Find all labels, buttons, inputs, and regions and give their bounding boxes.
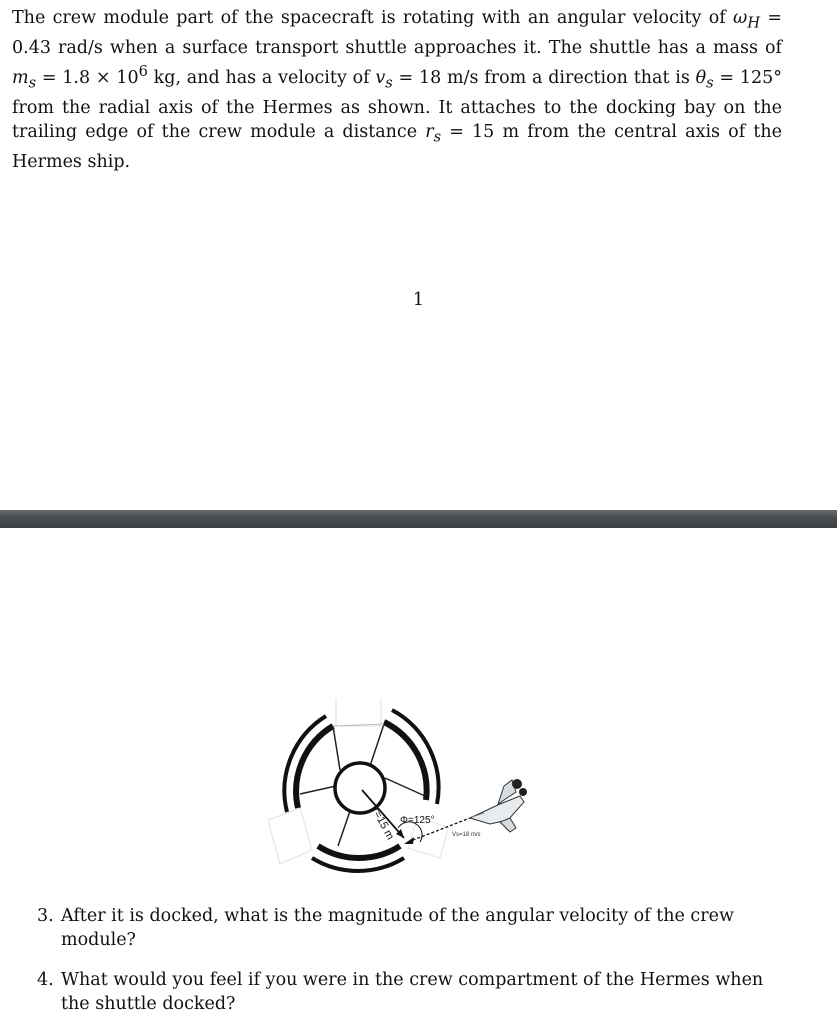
ring-segment-right-outer [392,710,439,804]
radius-label: r=15 m [369,805,397,842]
text-span: = 1.8 × 10 [36,68,139,89]
spoke-upper-left [333,726,340,770]
spoke-lower [338,811,350,846]
question-3 [37,904,797,952]
page-number: 1 [412,290,425,310]
trajectory-arrowhead [404,837,414,844]
question-number: 3. [37,906,54,926]
ring-segment-left-outer [284,716,326,812]
exponent: 6 [138,63,148,81]
text-span: = 15 m from the central axis of the Hermes ship. [12,122,782,173]
velocity-label: Vs=18 m/s [452,832,481,838]
spoke-left [300,786,336,794]
text-span: = 18 m/s from a direction that is [392,68,696,89]
document-page-2 [0,528,837,1024]
text-span: = 0.43 rad/s when a surface transport shuttle approaches it. The shuttle has a mass of [12,8,782,58]
spoke-upper-right [370,724,384,766]
problem-statement [12,6,782,175]
left-bay-outline [268,808,312,864]
radius-subscript: s [433,128,442,146]
omega-subscript: H [747,14,761,32]
hermes-docking-figure [0,528,837,888]
question-number: 4. [37,970,54,990]
theta-subscript: s [706,74,714,92]
upper-spoke-outline [336,698,381,726]
question-text: After it is docked, what is the magnitude of the angular velocity of the crew module? [61,906,734,950]
question-4 [37,968,797,1016]
question-text: What would you feel if you were in the crew compartment of the Hermes when the shuttle docked? [61,970,764,1014]
angle-label: Φ=125° [400,815,435,826]
spoke-right [385,778,425,796]
radius-symbol: r [425,122,434,143]
text-span: The crew module part of the spacecraft is rotating with an angular velocity of [12,8,734,28]
omega-symbol: ω [733,8,748,28]
ring-segment-bottom [318,846,400,858]
theta-symbol: θ [695,68,707,89]
mass-symbol: m [12,68,29,89]
space-shuttle [470,779,527,832]
document-page-1 [0,0,837,510]
page-separator [0,510,837,528]
text-span: = 125° from the radial axis of the Hermes as shown. It attaches to the docking bay on the trailing edge of the crew module a distance [12,68,782,143]
mass-subscript: s [28,74,37,92]
central-hub [335,763,385,813]
velocity-symbol: v [375,68,386,89]
text-span: kg, and has a velocity of [147,68,376,89]
velocity-subscript: s [385,74,393,92]
